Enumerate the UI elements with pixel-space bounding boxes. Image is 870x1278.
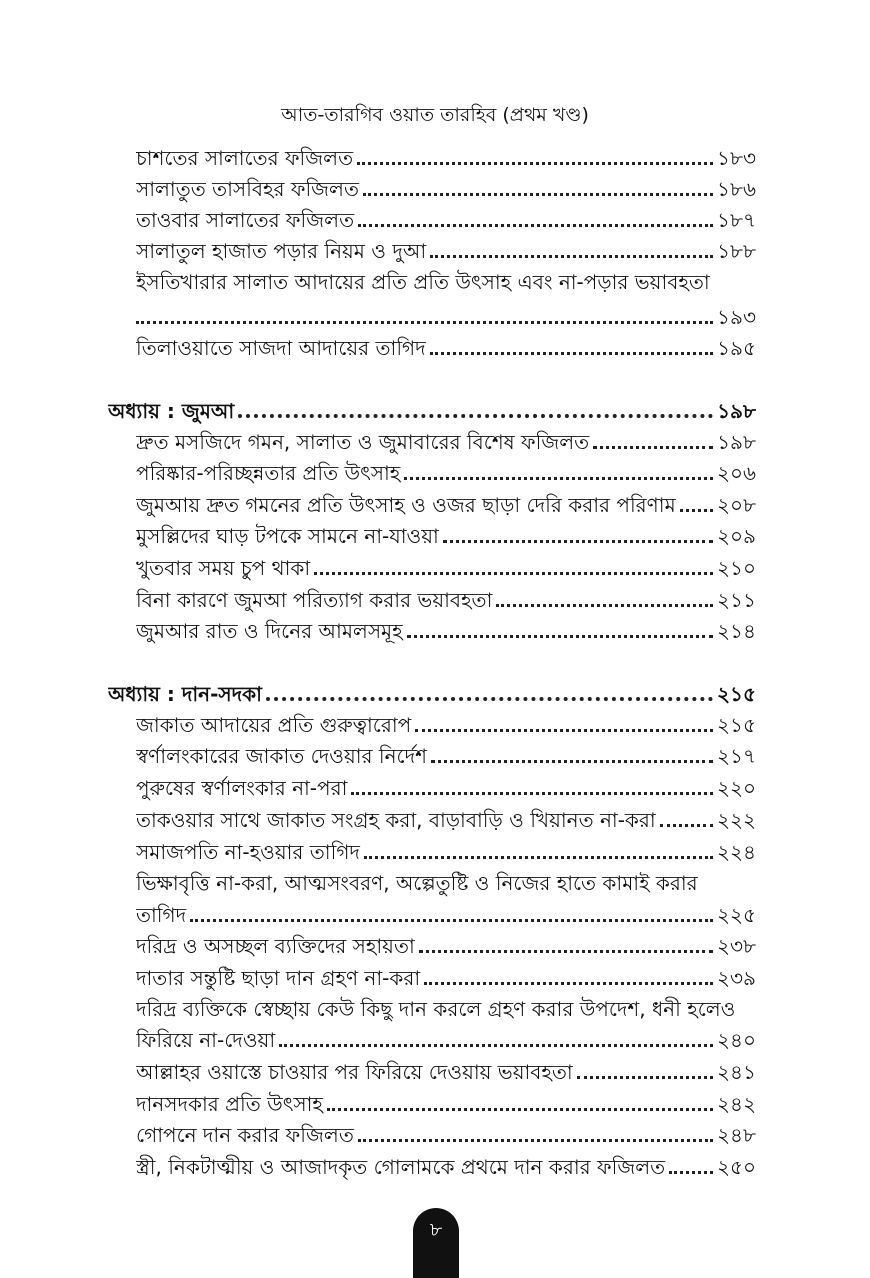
- toc-entry-page: ২৪১: [717, 1060, 756, 1084]
- toc-entry-title: জুমআর রাত ও দিনের আমলসমূহ: [136, 619, 403, 643]
- toc-entry-page: ২১১: [717, 588, 756, 612]
- dot-leader: [404, 476, 713, 480]
- toc-entry-page: ২০৮: [717, 493, 756, 517]
- toc-entry: [136, 333, 756, 363]
- dot-leader: [238, 413, 713, 418]
- toc-entry: [136, 837, 756, 867]
- toc-entry-page: ২১৪: [717, 619, 756, 643]
- dot-leader: [364, 855, 713, 859]
- dot-leader: [431, 759, 713, 763]
- chapter-page: ২১৫: [717, 682, 756, 706]
- toc-entry: [136, 521, 756, 551]
- toc-entry-continuation: [136, 1025, 756, 1055]
- toc-entry: [136, 205, 756, 235]
- toc-entry-title: সমাজপতি না-হওয়ার তাগিদ: [136, 840, 360, 864]
- toc-entry-title: তিলাওয়াতে সাজদা আদায়ের তাগিদ: [136, 336, 426, 360]
- toc-entry-title: স্বর্ণালংকারের জাকাত দেওয়ার নির্দেশ: [136, 744, 427, 768]
- dot-leader: [136, 320, 713, 324]
- toc-entry: [136, 174, 756, 204]
- dot-leader: [266, 696, 713, 701]
- chapter-heading: [108, 679, 756, 709]
- toc-entry-page: ২৩৯: [717, 966, 756, 990]
- toc-entry-title: দ্রুত মসজিদে গমন, সালাত ও জুমাবারের বিশেষ ফজিলত: [136, 430, 590, 454]
- toc-entry-title: তাওবার সালাতের ফজিলত: [136, 208, 355, 232]
- toc-entry: [136, 490, 756, 520]
- dot-leader: [279, 1043, 713, 1047]
- dot-leader: [430, 351, 713, 355]
- toc-entry: [136, 773, 756, 803]
- toc-entry-page: ১৮৩: [717, 146, 756, 170]
- toc-entry-title: চাশতের সালাতের ফজিলত: [136, 146, 354, 170]
- toc-entry-page: ২০৯: [717, 524, 756, 548]
- running-header: আত-তারগিব ওয়াত তারহিব (প্রথম খণ্ড): [281, 104, 589, 126]
- toc-entry: [136, 616, 756, 646]
- toc-entry-title: খুতবার সময় চুপ থাকা: [136, 556, 311, 580]
- toc-entry-page: ২৪০: [717, 1028, 756, 1052]
- chapter-title: অধ্যায় : জুমআ: [108, 399, 235, 423]
- toc-entry-page: ১৯৫: [717, 336, 756, 360]
- toc-entry-title: ফিরিয়ে না-দেওয়া: [136, 1028, 276, 1052]
- dot-leader: [419, 949, 713, 953]
- toc-entry-line1: [136, 994, 756, 1024]
- dot-leader: [680, 508, 713, 512]
- toc-entry-page: ১৮৬: [717, 177, 756, 201]
- toc-entry-title: তাগিদ: [136, 903, 187, 927]
- toc-entry-title: সালাতুল হাজাত পড়ার নিয়ম ও দুআ: [136, 239, 427, 263]
- toc-entry: [136, 427, 756, 457]
- dot-leader: [363, 192, 713, 196]
- toc-entry: [136, 931, 756, 961]
- toc-entry-title: সালাতুত তাসবিহর ফজিলত: [136, 177, 359, 201]
- dot-leader: [660, 823, 713, 827]
- dot-leader: [669, 1170, 713, 1174]
- toc-entry: [136, 1152, 756, 1182]
- toc-entry: [136, 741, 756, 771]
- toc-entry-title: জুমআয় দ্রুত গমনের প্রতি উৎসাহ ও ওজর ছাড়া দেরি করার পরিণাম: [136, 493, 676, 517]
- toc-entry: [136, 1089, 756, 1119]
- dot-leader: [357, 161, 713, 165]
- toc-entry-title: পরিষ্কার-পরিচ্ছন্নতার প্রতি উৎসাহ: [136, 461, 401, 485]
- dot-leader: [327, 1107, 713, 1111]
- dot-leader: [430, 254, 713, 258]
- toc-entry-title: দরিদ্র ও অসচ্ছল ব্যক্তিদের সহায়তা: [136, 934, 415, 958]
- toc-entry: [136, 710, 756, 740]
- toc-entry-title: বিনা কারণে জুমআ পরিত্যাগ করার ভয়াবহতা: [136, 588, 493, 612]
- toc-entry-title: জাকাত আদায়ের প্রতি গুরুত্বারোপ: [136, 713, 412, 737]
- dot-leader: [443, 539, 713, 543]
- toc-entry-page: ২১৭: [717, 744, 756, 768]
- page-number-badge: [413, 1208, 459, 1278]
- chapter-heading: [108, 396, 756, 426]
- toc-entry-page: ২২৪: [717, 840, 756, 864]
- dot-leader: [314, 571, 713, 575]
- dot-leader: [407, 634, 713, 638]
- toc-entry-page: ১৯৩: [717, 305, 756, 329]
- toc-entry-page: ১৯৮: [717, 430, 756, 454]
- toc-entry-page: ২২২: [716, 808, 756, 832]
- toc-entry-page: ২০৬: [716, 461, 756, 485]
- dot-leader: [190, 918, 713, 922]
- dot-leader: [593, 445, 713, 449]
- dot-leader: [424, 981, 713, 985]
- page-number: ৮: [429, 1219, 443, 1241]
- toc-entry-title: পুরুষের স্বর্ণালংকার না-পরা: [136, 776, 348, 800]
- dot-leader: [577, 1075, 713, 1079]
- toc-entry-continuation: [136, 900, 756, 930]
- toc-entry-title: গোপনে দান করার ফজিলত: [136, 1123, 354, 1147]
- dot-leader: [496, 603, 713, 607]
- toc-entry-title: ভিক্ষাবৃত্তি না-করা, আত্মসংবরণ, অল্পেতুষ্টি ও নিজের হাতে কামাই করার: [136, 871, 698, 895]
- toc-entry: [136, 458, 756, 488]
- dot-leader: [358, 1138, 713, 1142]
- toc-entry-title: মুসল্লিদের ঘাড় টপকে সামনে না-যাওয়া: [136, 524, 439, 548]
- toc-entry-title: আল্লাহর ওয়াস্তে চাওয়ার পর ফিরিয়ে দেওয়ায় ভয়াবহতা: [136, 1060, 573, 1084]
- toc-entry-page: ১৮৭: [717, 208, 756, 232]
- toc-entry-title: তাকওয়ার সাথে জাকাত সংগ্রহ করা, বাড়াবাড়ি ও খিয়ানত না-করা: [136, 808, 656, 832]
- toc-entry-title: দাতার সন্তুষ্টি ছাড়া দান গ্রহণ না-করা: [136, 966, 421, 990]
- dot-leader: [351, 791, 713, 795]
- toc-entry-page: ২৪৮: [717, 1123, 756, 1147]
- toc-entry: [136, 143, 756, 173]
- toc-entry-page: ২১০: [717, 556, 756, 580]
- toc-entry-line1: [136, 267, 756, 297]
- chapter-page: ১৯৮: [717, 399, 756, 423]
- dot-leader: [358, 223, 713, 227]
- toc-entry-title: দানসদকার প্রতি উৎসাহ: [136, 1092, 323, 1116]
- toc-entry-line1: [136, 868, 756, 898]
- toc-entry: [136, 1057, 756, 1087]
- toc-entry: [136, 236, 756, 266]
- chapter-title: অধ্যায় : দান-সদকা: [108, 682, 262, 706]
- toc-entry: [136, 963, 756, 993]
- toc-entry-title: দরিদ্র ব্যক্তিকে স্বেচ্ছায় কেউ কিছু দান করলে গ্রহণ করার উপদেশ, ধনী হলেও: [136, 997, 736, 1021]
- toc-entry-page: ২৩৮: [717, 934, 756, 958]
- toc-entry-continuation: [136, 302, 756, 332]
- toc-entry-page: ২৪২: [717, 1092, 756, 1116]
- toc-entry-page: ১৮৮: [717, 239, 756, 263]
- toc-entry: [136, 805, 756, 835]
- toc-entry: [136, 553, 756, 583]
- toc-entry: [136, 1120, 756, 1150]
- toc-entry-title: স্ত্রী, নিকটাত্মীয় ও আজাদকৃত গোলামকে প্রথমে দান করার ফজিলত: [136, 1155, 666, 1179]
- toc-entry: [136, 585, 756, 615]
- toc-entry-page: ২২০: [716, 776, 756, 800]
- toc-entry-title: ইসতিখারার সালাত আদায়ের প্রতি প্রতি উৎসাহ এবং না-পড়ার ভয়াবহতা: [136, 270, 710, 294]
- dot-leader: [415, 728, 713, 732]
- toc-entry-page: ২১৫: [717, 713, 756, 737]
- toc-entry-page: ২২৫: [717, 903, 756, 927]
- toc-entry-page: ২৫০: [717, 1155, 756, 1179]
